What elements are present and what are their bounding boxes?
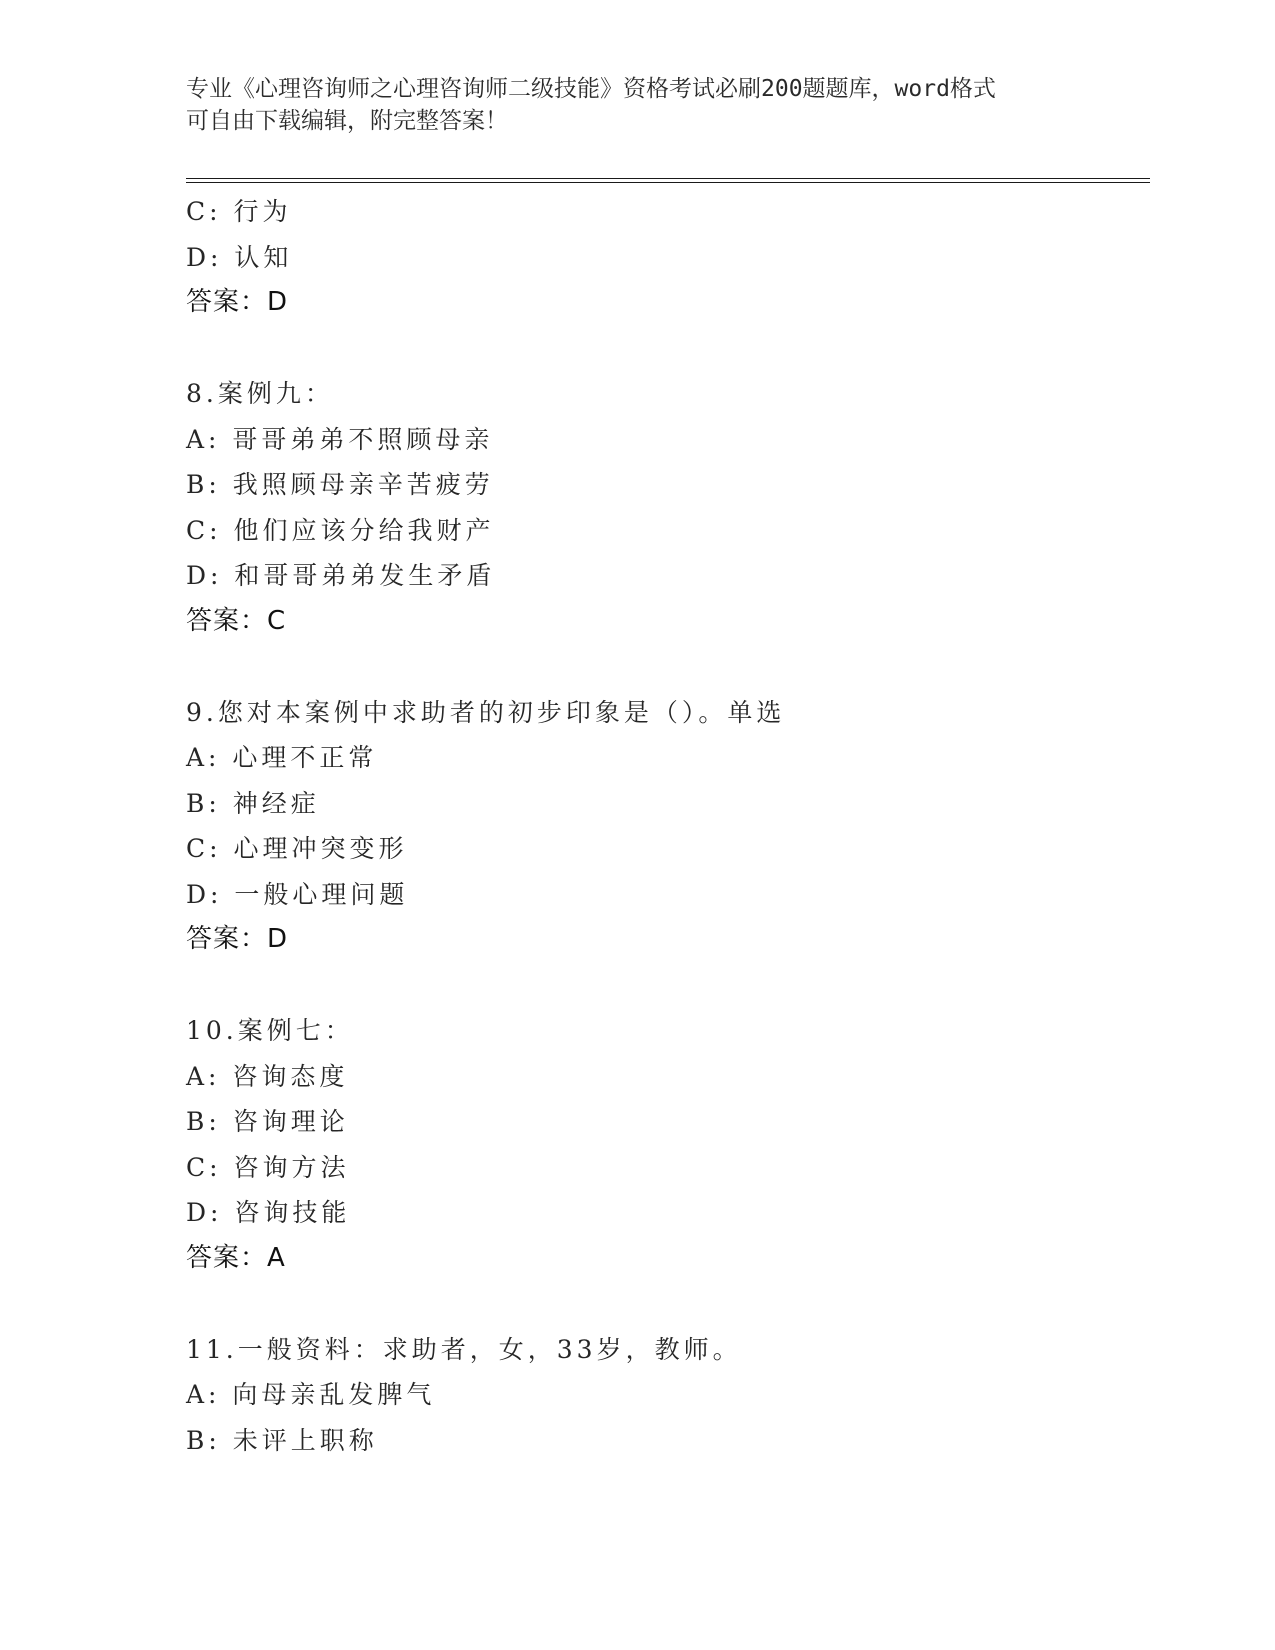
answer-line: 答案：C: [186, 605, 287, 636]
document-header: [186, 73, 1086, 137]
blank-line: [186, 644, 1150, 690]
question-list: [186, 189, 1150, 1463]
answer-option: D: 认知: [186, 242, 293, 272]
question-stem: 10.案例七：: [186, 1016, 354, 1045]
question-stem: 11.一般资料：求助者，女，33岁，教师。: [186, 1334, 742, 1364]
header-divider-top: [186, 178, 1150, 179]
blank-line: [186, 1281, 1150, 1327]
answer-option: C: 咨询方法: [186, 1152, 350, 1182]
header-title-line-2: 可自由下载编辑，附完整答案！: [186, 108, 508, 134]
answer-option: A: 心理不正常: [186, 743, 378, 772]
question-stem: 9.您对本案例中求助者的初步印象是（）。单选: [186, 697, 786, 727]
answer-option: C: 心理冲突变形: [186, 834, 408, 863]
answer-option: D: 咨询技能: [186, 1198, 351, 1227]
answer-option: D: 一般心理问题: [186, 879, 409, 909]
blank-line: [186, 326, 1150, 372]
answer-option: D: 和哥哥弟弟发生矛盾: [186, 561, 496, 590]
answer-option: C: 他们应该分给我财产: [186, 515, 495, 545]
answer-option: A: 哥哥弟弟不照顾母亲: [186, 424, 494, 454]
header-title-line-1: 专业《心理咨询师之心理咨询师二级技能》资格考试必刷200题题库，word格式: [186, 76, 996, 102]
answer-option: C: 行为: [186, 197, 292, 226]
question-stem: 8.案例九：: [186, 379, 334, 408]
answer-option: A: 向母亲乱发脾气: [186, 1380, 436, 1409]
answer-line: 答案：D: [186, 924, 289, 954]
answer-option: B: 我照顾母亲辛苦疲劳: [186, 470, 494, 499]
answer-option: B: 咨询理论: [186, 1107, 349, 1136]
blank-line: [186, 963, 1150, 1009]
answer-option: B: 神经症: [186, 788, 320, 818]
answer-line: 答案：A: [186, 1242, 286, 1273]
answer-option: B: 未评上职称: [186, 1425, 378, 1455]
header-divider-bottom: [186, 182, 1150, 183]
answer-line: 答案：D: [186, 287, 289, 317]
answer-option: A: 咨询态度: [186, 1061, 349, 1091]
